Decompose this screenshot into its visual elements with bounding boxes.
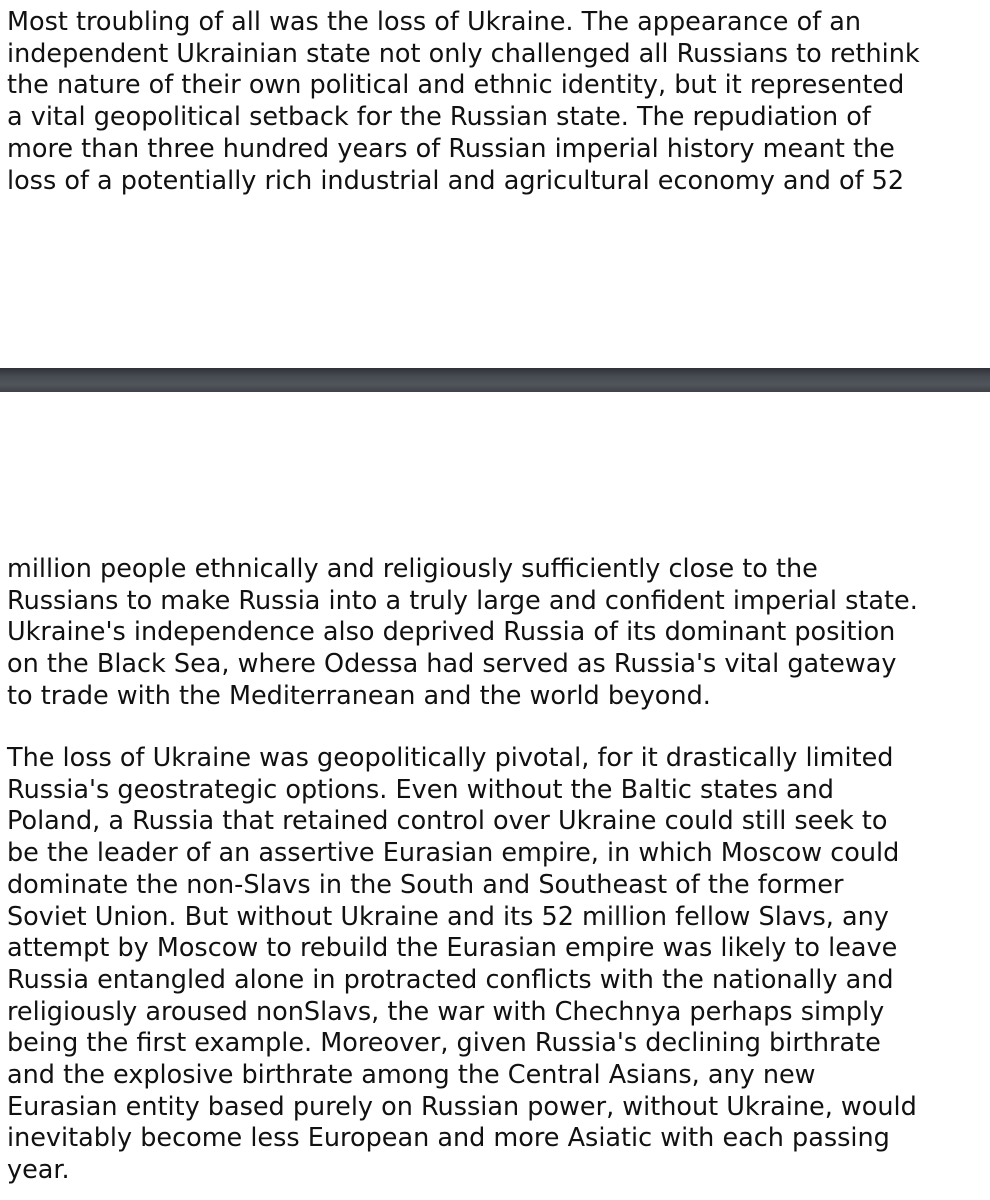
paragraph-loss-of-ukraine-part-1: Most troubling of all was the loss of Ukraine. The appearance of an independent Ukrainian state not only challenged all Russians to rethink the nature of their own political and ethnic identity, but it represented a vital geopolitical setback for the Russian state. The repudiation of more than three hundred years of Russian imperial history meant the loss of a potentially rich industrial and agricultural economy and of 52 bbox=[7, 7, 920, 196]
paragraph-loss-of-ukraine-part-2: million people ethnically and religiously sufficiently close to the Russians to make Russia into a truly large and confident imperial state. Ukraine's independence also deprived Russia of its dominant position on the Black Sea, where Odessa had served as Russia's vital gateway to trade with the Mediterranean and the world beyond. bbox=[7, 554, 918, 711]
page-break-divider bbox=[0, 368, 990, 392]
paragraph-geopolitical-pivot: The loss of Ukraine was geopolitically pivotal, for it drastically limited Russia's geostrategic options. Even without the Baltic states and Poland, a Russia that retained control over Ukraine could still seek to be the leader of an assertive Eurasian empire, in which Moscow could dominate the non-Slavs in the South and Southeast of the former Soviet Union. But without Ukraine and its 52 million fellow Slavs, any attempt by Moscow to rebuild the Eurasian empire was likely to leave Russia entangled alone in protracted conflicts with the nationally and religiously aroused nonSlavs, the war with Chechnya perhaps simply being the first example. Moreover, given Russia's declining birthrate and the explosive birthrate among the Central Asians, any new Eurasian entity based purely on Russian power, without Ukraine, would inevitably become less European and more Asiatic with each passing year. bbox=[7, 743, 917, 1186]
reader-page-top bbox=[0, 0, 990, 368]
